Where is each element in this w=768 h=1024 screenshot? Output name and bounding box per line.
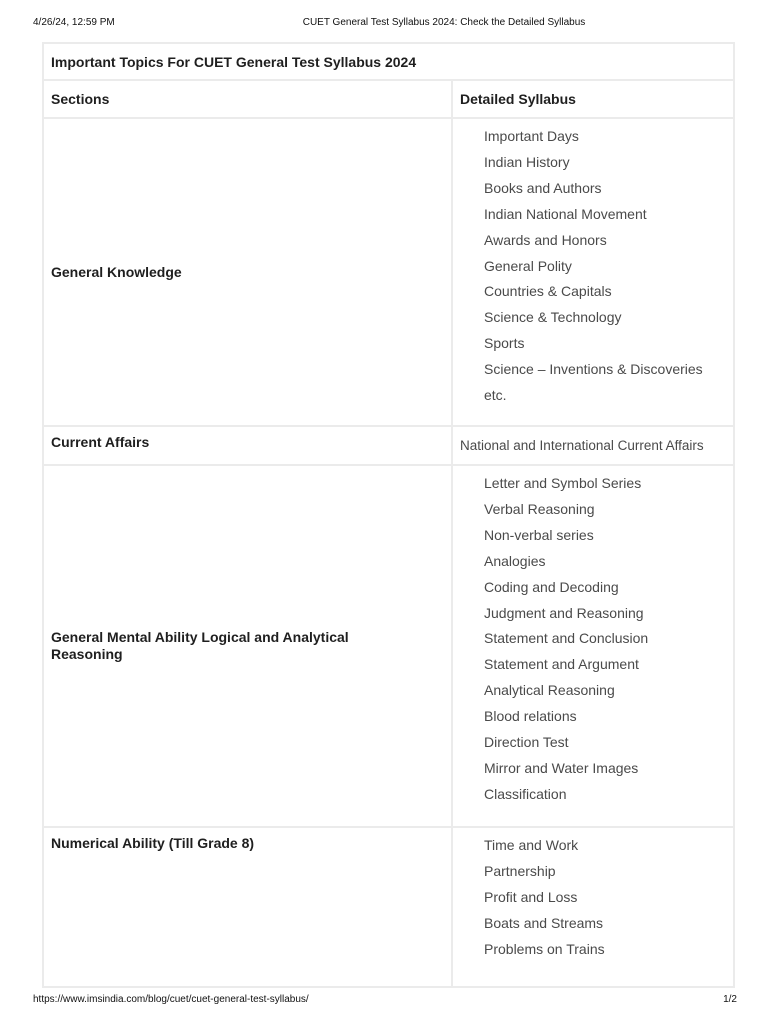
table-row <box>43 426 734 465</box>
list-item: Problems on Trains <box>484 940 605 957</box>
list-item: etc. <box>484 387 507 404</box>
list-item: Boats and Streams <box>484 914 604 931</box>
list-item: Mirror and Water Images <box>484 759 639 776</box>
section-name: Current Affairs <box>43 426 452 465</box>
list-item: Important Days <box>484 128 579 144</box>
list-item: Countries & Capitals <box>484 283 612 300</box>
topic-list <box>460 471 733 808</box>
table-row <box>43 465 734 827</box>
list-item: Indian History <box>484 153 570 170</box>
topics-cell <box>452 118 734 426</box>
list-item: Verbal Reasoning <box>484 500 595 517</box>
list-item: Science – Inventions & Discoveries <box>484 361 703 378</box>
list-item: Coding and Decoding <box>484 578 619 595</box>
list-item: Statement and Argument <box>484 656 639 673</box>
list-item: Awards and Honors <box>484 231 607 248</box>
section-name: General Knowledge <box>43 118 452 426</box>
table-row <box>43 118 734 426</box>
section-detail: National and International Current Affairs <box>452 426 734 465</box>
print-footer <box>0 994 768 1008</box>
topics-cell <box>452 827 734 987</box>
list-item: Analogies <box>484 552 546 569</box>
section-name: Numerical Ability (Till Grade 8) <box>43 827 452 987</box>
list-item: Statement and Conclusion <box>484 630 649 647</box>
syllabus-table <box>42 42 735 988</box>
list-item: Direction Test <box>484 734 569 751</box>
table-caption-row <box>43 43 734 80</box>
table-row <box>43 827 734 987</box>
list-item: Classification <box>484 785 567 802</box>
list-item: General Polity <box>484 257 572 274</box>
list-item: Sports <box>484 335 525 352</box>
print-header <box>0 17 768 31</box>
list-item: Profit and Loss <box>484 888 578 905</box>
topic-list <box>460 833 733 963</box>
list-item: Partnership <box>484 862 556 879</box>
list-item: Analytical Reasoning <box>484 682 615 699</box>
column-header-detailed-syllabus: Detailed Syllabus <box>452 80 734 118</box>
list-item: Science & Technology <box>484 309 622 326</box>
table-header-row <box>43 80 734 118</box>
print-page-title: CUET General Test Syllabus 2024: Check the Detailed Syllabus <box>302 17 586 28</box>
topics-cell <box>452 465 734 827</box>
list-item: Judgment and Reasoning <box>484 604 644 621</box>
list-item: Books and Authors <box>484 179 602 196</box>
print-datetime: 4/26/24, 12:59 PM <box>33 17 115 28</box>
column-header-sections: Sections <box>43 80 452 118</box>
list-item: Blood relations <box>484 708 577 725</box>
list-item: Letter and Symbol Series <box>484 475 642 491</box>
page-url: https://www.imsindia.com/blog/cuet/cuet-general-test-syllabus/ <box>33 994 309 1005</box>
section-name: General Mental Ability Logical and Analytical Reasoning <box>43 465 452 827</box>
page-number: 1/2 <box>723 994 737 1005</box>
list-item: Time and Work <box>484 837 579 853</box>
topic-list <box>460 124 733 409</box>
list-item: Non-verbal series <box>484 526 594 543</box>
list-item: Indian National Movement <box>484 205 647 222</box>
table-caption: Important Topics For CUET General Test Syllabus 2024 <box>43 43 734 80</box>
